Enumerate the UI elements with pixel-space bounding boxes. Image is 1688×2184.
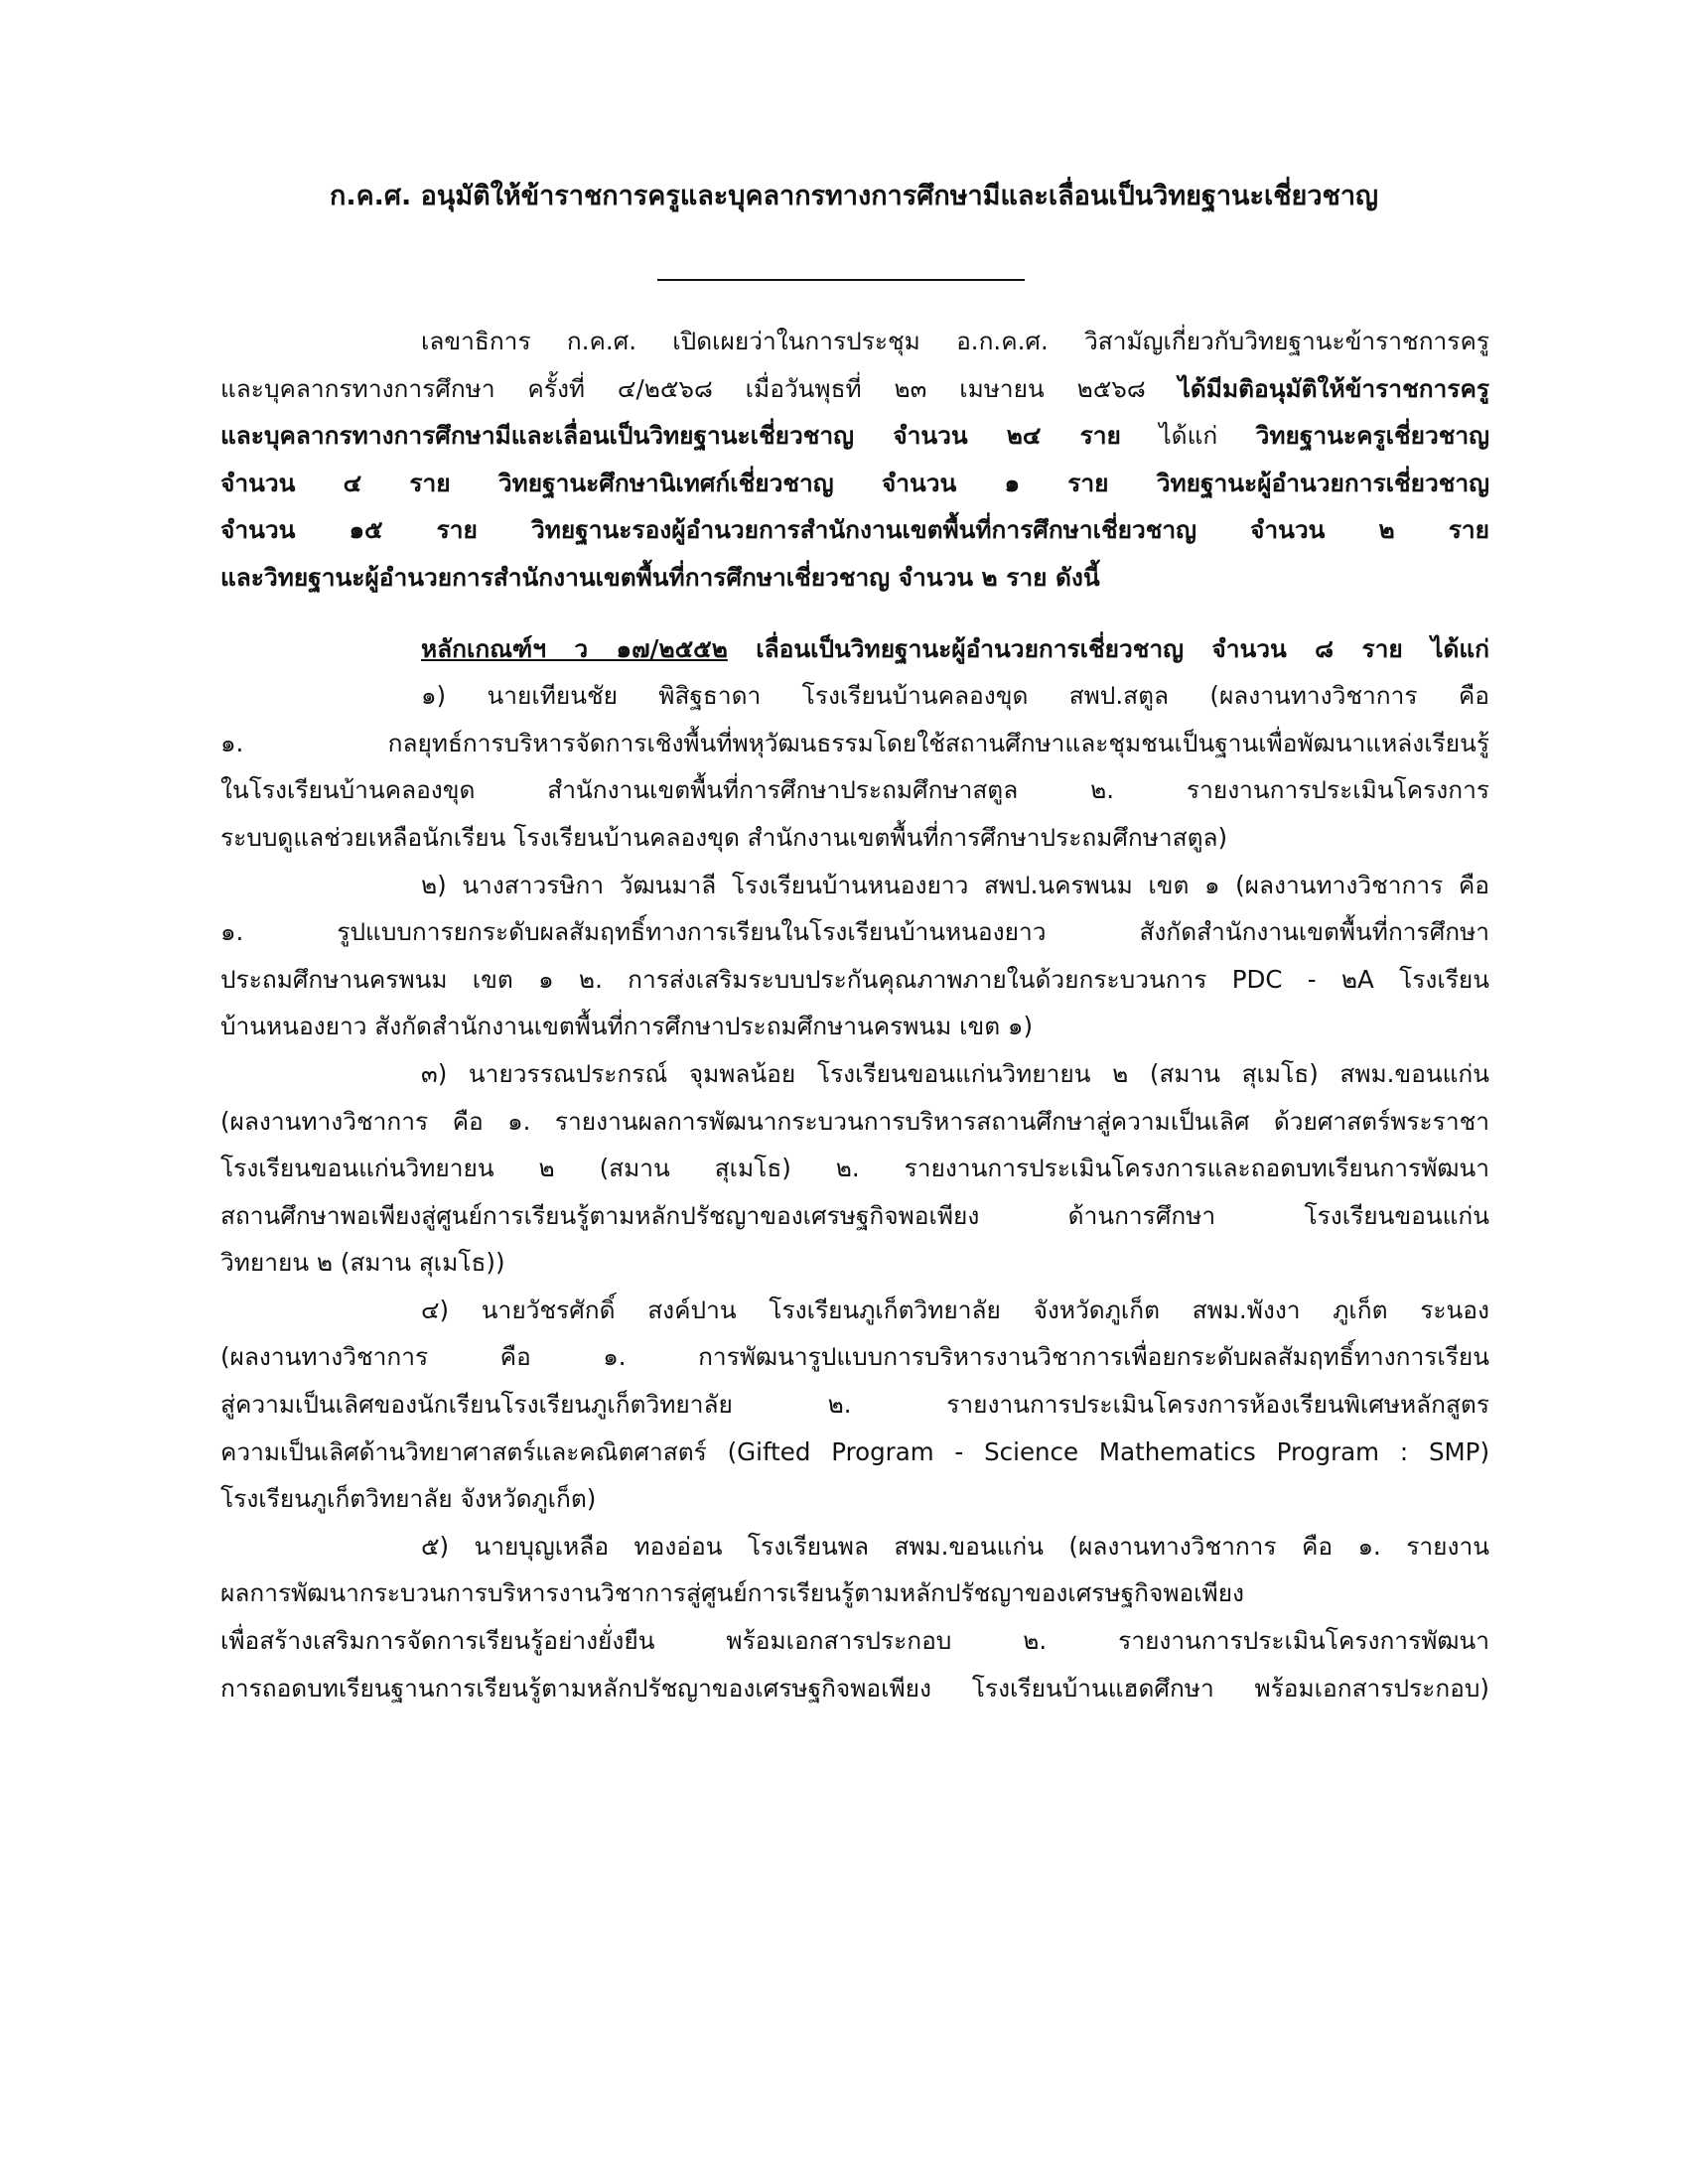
- list-item: [220, 1050, 1489, 1287]
- list-item-line: ๒) นางสาวรษิกา วัฒนมาลี โรงเรียนบ้านหนองยาว สพป.นครพนม เขต ๑ (ผลงานทางวิชาการ คือ: [421, 870, 1489, 899]
- list-item-line: ความเป็นเลิศด้านวิทยาศาสตร์และคณิตศาสตร์ (Gifted Program - Science Mathematics Program : SMP): [220, 1436, 1489, 1466]
- paragraph-gap: [220, 602, 1489, 625]
- list-item: [220, 862, 1489, 1050]
- list-item-line: สถานศึกษาพอเพียงสู่ศูนย์การเรียนรู้ตามหลักปรัชญาของเศรษฐกิจพอเพียง ด้านการศึกษา โรงเรียนขอนแก่น: [220, 1200, 1489, 1230]
- list-item: [220, 672, 1489, 861]
- criteria-reference: หลักเกณฑ์ฯ ว ๑๗/๒๕๕๒: [421, 633, 728, 663]
- intro-bold-text: ได้มีมติอนุมัติให้ข้าราชการครู: [1178, 373, 1489, 403]
- document-title: ก.ค.ศ. อนุมัติให้ข้าราชการครูและบุคลากรทางการศึกษามีและเลื่อนเป็นวิทยฐานะเชี่ยวชาญ: [329, 181, 1379, 211]
- list-item-line: การถอดบทเรียนฐานการเรียนรู้ตามหลักปรัชญาของเศรษฐกิจพอเพียง โรงเรียนบ้านแฮดศึกษา พร้อมเอกสารประกอบ): [220, 1673, 1489, 1703]
- intro-line: เลขาธิการ ก.ค.ศ. เปิดเผยว่าในการประชุม อ.ก.ค.ศ. วิสามัญเกี่ยวกับวิทยฐานะข้าราชการครู: [421, 327, 1489, 355]
- intro-line: และวิทยฐานะผู้อำนวยการสำนักงานเขตพื้นที่การศึกษาเชี่ยวชาญ จำนวน ๒ ราย ดังนี้: [220, 562, 1100, 592]
- list-item-line: ในโรงเรียนบ้านคลองขุด สำนักงานเขตพื้นที่การศึกษาประถมศึกษาสตูล ๒. รายงานการประเมินโครงการ: [220, 775, 1489, 805]
- list-item-line: (ผลงานทางวิชาการ คือ ๑. รายงานผลการพัฒนากระบวนการบริหารสถานศึกษาสู่ความเป็นเลิศ ด้วยศาสตร์พระราชา: [220, 1106, 1489, 1136]
- list-item-line: โรงเรียนขอนแก่นวิทยายน ๒ (สมาน สุเมโธ) ๒. รายงานการประเมินโครงการและถอดบทเรียนการพัฒนา: [220, 1154, 1489, 1183]
- intro-line: จำนวน ๔ ราย วิทยฐานะศึกษานิเทศก์เชี่ยวชาญ จำนวน ๑ ราย วิทยฐานะผู้อำนวยการเชี่ยวชาญ: [220, 468, 1489, 497]
- intro-paragraph: [220, 318, 1489, 602]
- list-item-line: ผลการพัฒนากระบวนการบริหารงานวิชาการสู่ศูนย์การเรียนรู้ตามหลักปรัชญาของเศรษฐกิจพอเพียง: [220, 1578, 1245, 1608]
- list-item-line: เพื่อสร้างเสริมการจัดการเรียนรู้อย่างยั่งยืน พร้อมเอกสารประกอบ ๒. รายงานการประเมินโครงการพัฒนา: [220, 1626, 1489, 1656]
- list-item-line: ๑. รูปแบบการยกระดับผลสัมฤทธิ์ทางการเรียนในโรงเรียนบ้านหนองยาว สังกัดสำนักงานเขตพื้นที่การศึกษา: [220, 917, 1489, 947]
- document-body: [220, 318, 1489, 1711]
- intro-bold-text: และบุคลากรทางการศึกษามีและเลื่อนเป็นวิทยฐานะเชี่ยวชาญ จำนวน ๒๔ ราย: [220, 421, 1121, 451]
- list-item-line: ๑) นายเทียนชัย พิสิฐธาดา โรงเรียนบ้านคลองขุด สพป.สตูล (ผลงานทางวิชาการ คือ: [421, 681, 1489, 711]
- approved-list: [220, 672, 1489, 1711]
- list-item-line: ประถมศึกษานครพนม เขต ๑ ๒. การส่งเสริมระบบประกันคุณภาพภายในด้วยกระบวนการ PDC - ๒A โรงเรียน: [220, 964, 1489, 994]
- list-item-line: ๓) นายวรรณประกรณ์ จุมพลน้อย โรงเรียนขอนแก่นวิทยายน ๒ (สมาน สุเมโธ) สพม.ขอนแก่น: [421, 1058, 1489, 1088]
- intro-text: และบุคลากรทางการศึกษา ครั้งที่ ๔/๒๕๖๘ เมื่อวันพุธที่ ๒๓ เมษายน ๒๕๖๘: [220, 373, 1179, 403]
- list-item-line: โรงเรียนภูเก็ตวิทยาลัย จังหวัดภูเก็ต): [220, 1484, 597, 1514]
- list-item-line: วิทยายน ๒ (สมาน สุเมโธ)): [220, 1248, 505, 1278]
- intro-line: [220, 365, 1489, 413]
- list-item-line: (ผลงานทางวิชาการ คือ ๑. การพัฒนารูปแบบการบริหารงานวิชาการเพื่อยกระดับผลสัมฤทธิ์ทางการเรียน: [220, 1342, 1489, 1372]
- list-item-line: ๑. กลยุทธ์การบริหารจัดการเชิงพื้นที่พหุวัฒนธรรมโดยใช้สถานศึกษาและชุมชนเป็นฐานเพื่อพัฒนาแหล่งเรียนรู้: [220, 728, 1489, 757]
- intro-text: ได้แก่: [1120, 421, 1256, 451]
- criteria-description: เลื่อนเป็นวิทยฐานะผู้อำนวยการเชี่ยวชาญ จำนวน ๘ ราย ได้แก่: [727, 633, 1489, 663]
- intro-line: จำนวน ๑๕ ราย วิทยฐานะรองผู้อำนวยการสำนักงานเขตพื้นที่การศึกษาเชี่ยวชาญ จำนวน ๒ ราย: [220, 515, 1489, 545]
- list-item-line: บ้านหนองยาว สังกัดสำนักงานเขตพื้นที่การศึกษาประถมศึกษานครพนม เขต ๑): [220, 1012, 1034, 1041]
- title-underline-rule: [657, 279, 1025, 281]
- list-item: [220, 1287, 1489, 1523]
- intro-line: [220, 412, 1489, 460]
- list-item-line: ๕) นายบุญเหลือ ทองอ่อน โรงเรียนพล สพม.ขอนแก่น (ผลงานทางวิชาการ คือ ๑. รายงาน: [421, 1531, 1489, 1561]
- intro-bold-text: วิทยฐานะครูเชี่ยวชาญ: [1255, 421, 1490, 451]
- criteria-heading: [220, 625, 1489, 673]
- list-item-line: ระบบดูแลช่วยเหลือนักเรียน โรงเรียนบ้านคลองขุด สำนักงานเขตพื้นที่การศึกษาประถมศึกษาสตูล): [220, 822, 1228, 852]
- list-item: [220, 1523, 1489, 1711]
- list-item-line: ๔) นายวัชรศักดิ์ สงค์ปาน โรงเรียนภูเก็ตวิทยาลัย จังหวัดภูเก็ต สพม.พังงา ภูเก็ต ระนอง: [421, 1295, 1489, 1324]
- criteria-line: [220, 625, 1489, 673]
- list-item-line: สู่ความเป็นเลิศของนักเรียนโรงเรียนภูเก็ตวิทยาลัย ๒. รายงานการประเมินโครงการห้องเรียนพิเศษหลักสูตร: [220, 1390, 1489, 1420]
